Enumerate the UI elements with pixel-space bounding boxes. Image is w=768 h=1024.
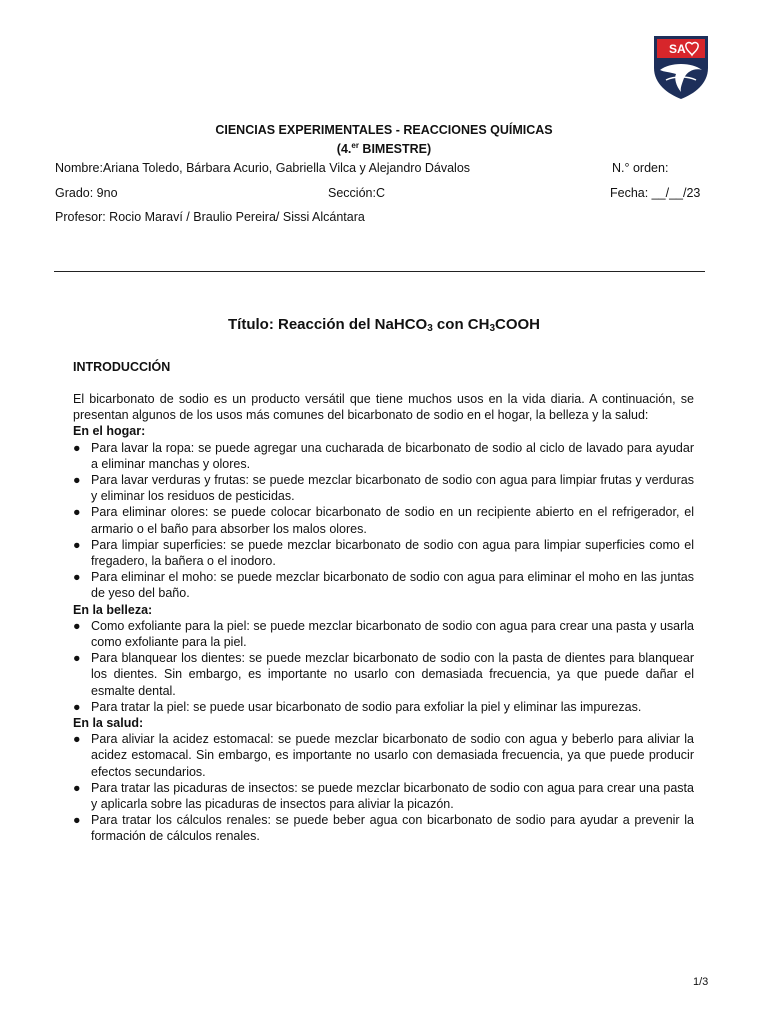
group-title-health: En la salud: bbox=[73, 716, 144, 731]
order-number-label: N.° orden: bbox=[612, 161, 669, 175]
logo-text: SA bbox=[669, 42, 686, 56]
list-item: ● Para tratar las picaduras de insectos: se puede mezclar bicarbonato de sodio con agua para crear una pasta y aplicarla sobre las picaduras de insectos para aliviar la picazón. bbox=[73, 780, 694, 812]
list-item: ● Para lavar verduras y frutas: se puede mezclar bicarbonato de sodio con agua para limpiar frutas y verduras y eliminar los residuos de pesticidas. bbox=[73, 473, 694, 504]
list-home bbox=[73, 440, 694, 602]
list-item: ● Para tratar los cálculos renales: se puede beber agua con bicarbonato de sodio para ayudar a prevenir la formación de cálculos renales. bbox=[73, 813, 694, 844]
date-label: Fecha: __/__/23 bbox=[610, 186, 701, 200]
list-beauty bbox=[73, 618, 694, 715]
page-number: 1/3 bbox=[693, 976, 709, 988]
intro-paragraph: El bicarbonato de sodio es un producto versátil que tiene muchos usos en la vida diaria. A continuación, se presentan algunos de los usos más comunes del bicarbonato de sodio en el hogar, la belleza y la salud: bbox=[73, 392, 694, 423]
list-item: ● Para limpiar superficies: se puede mezclar bicarbonato de sodio con agua para limpiar superficies como el fregadero, la bañera o el inodoro. bbox=[73, 537, 694, 569]
list-item: ● Para tratar la piel: se puede usar bicarbonato de sodio para exfoliar la piel y eliminar las impurezas. bbox=[73, 699, 642, 714]
list-item: ● Para lavar la ropa: se puede agregar una cucharada de bicarbonato de sodio al ciclo de lavado para ayudar a eliminar manchas y olores. bbox=[73, 440, 694, 471]
section-label: Sección:C bbox=[328, 186, 385, 200]
list-item: ● Para eliminar olores: se puede colocar bicarbonato de sodio en un recipiente abierto en el refrigerador, el armario o el baño para absorber los malos olores. bbox=[73, 505, 694, 536]
introduction-body bbox=[73, 391, 694, 845]
list-item: ● Para blanquear los dientes: se puede mezclar bicarbonato de sodio con la pasta de dientes para blanquear los dientes. Sin embargo, es importante no usarlo con demasiada frecuencia, ya que puede dañar el esmalte dental. bbox=[73, 651, 694, 698]
document-title: Título: Reacción del NaHCO$_3$ con $CH_3COOH$ bbox=[228, 316, 540, 334]
separator-line bbox=[54, 271, 705, 272]
course-title: CIENCIAS EXPERIMENTALES - REACCIONES QUÍMICAS bbox=[215, 123, 553, 137]
grade-label: Grado: 9no bbox=[55, 186, 118, 200]
list-item: ● Como exfoliante para la piel: se puede mezclar bicarbonato de sodio con agua para crear una pasta y usarla como exfoliante para la piel. bbox=[73, 618, 694, 650]
student-names: Nombre:Ariana Toledo, Bárbara Acurio, Gabriella Vilca y Alejandro Dávalos bbox=[55, 161, 471, 175]
school-shield-logo bbox=[652, 34, 710, 100]
period-label: (4.$^{er}$ BIMESTRE) bbox=[336, 141, 432, 157]
group-title-home: En el hogar: bbox=[73, 424, 146, 439]
section-heading: INTRODUCCIÓN bbox=[73, 360, 171, 374]
group-title-beauty: En la belleza: bbox=[73, 602, 153, 617]
teacher-label: Profesor: Rocio Maraví / Braulio Pereira/ Sissi Alcántara bbox=[55, 210, 365, 224]
list-item: ● Para eliminar el moho: se puede mezclar bicarbonato de sodio con agua para eliminar el moho en las juntas de yeso del baño. bbox=[73, 570, 694, 601]
list-item: ● Para aliviar la acidez estomacal: se puede mezclar bicarbonato de sodio con agua y beberlo para aliviar la acidez estomacal. Sin embargo, es importante no usarlo con demasiada frecuencia, ya que puede producir efectos secundarios. bbox=[73, 732, 694, 779]
list-health bbox=[73, 731, 694, 844]
